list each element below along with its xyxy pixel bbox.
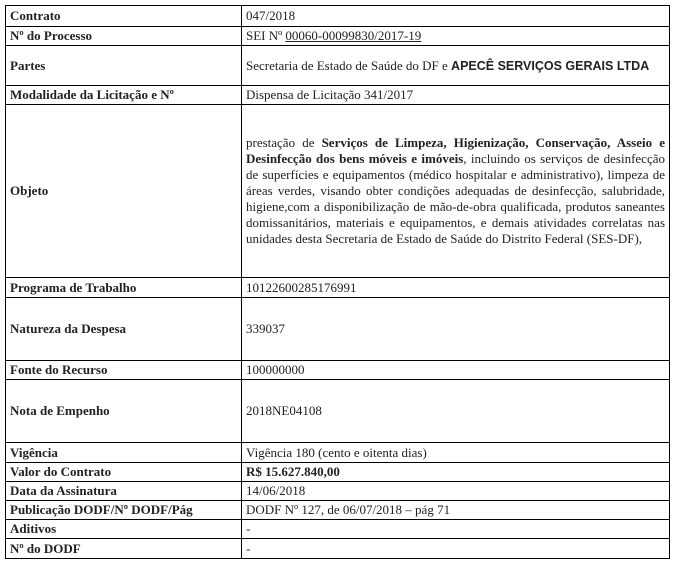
row-dodf	[6, 539, 670, 559]
row-vigencia	[6, 443, 670, 463]
row-partes	[6, 46, 670, 86]
row-assinatura	[6, 482, 670, 501]
objeto-text-2: , incluindo os serviços de desinfecção de superfícies e equipamentos (médico hospitalar e administrativo), limpeza de áreas verdes, visando obter condições adequadas de desinfecção, salubridade, higiene,com a disponibilização de mão-de-obra qualificada, produtos saneantes domissanitários, materiais e equipamentos, e demais atividades correlatas nas unidades desta Secretaria de Estado de Saúde do Distrito Federal (SES-DF),	[246, 151, 665, 246]
value-publicacao: DODF Nº 127, de 06/07/2018 – pág 71	[242, 501, 670, 520]
row-modalidade	[6, 86, 670, 105]
row-valor	[6, 463, 670, 482]
label-modalidade: Modalidade da Licitação e Nº	[6, 86, 242, 105]
label-fonte: Fonte do Recurso	[6, 361, 242, 380]
label-programa: Programa de Trabalho	[6, 278, 242, 298]
value-natureza: 339037	[242, 298, 670, 361]
value-objeto	[242, 105, 670, 278]
row-publicacao	[6, 501, 670, 520]
value-modalidade: Dispensa de Licitação 341/2017	[242, 86, 670, 105]
value-programa: 10122600285176991	[242, 278, 670, 298]
value-contrato: 047/2018	[242, 6, 670, 27]
partes-company: APECÊ SERVIÇOS GERAIS LTDA	[451, 58, 650, 73]
row-processo	[6, 27, 670, 46]
row-objeto	[6, 105, 670, 278]
processo-number-link[interactable]: 00060-00099830/2017-19	[285, 28, 422, 43]
row-programa	[6, 278, 670, 298]
label-empenho: Nota de Empenho	[6, 380, 242, 443]
label-dodf: Nº do DODF	[6, 539, 242, 559]
value-assinatura: 14/06/2018	[242, 482, 670, 501]
value-dodf: -	[242, 539, 670, 559]
value-fonte: 100000000	[242, 361, 670, 380]
value-valor: R$ 15.627.840,00	[242, 463, 670, 482]
processo-prefix: SEI Nº	[246, 28, 286, 43]
value-vigencia: Vigência 180 (cento e oitenta dias)	[242, 443, 670, 463]
objeto-text-1: prestação de	[246, 135, 322, 150]
row-fonte	[6, 361, 670, 380]
row-natureza	[6, 298, 670, 361]
label-partes: Partes	[6, 46, 242, 86]
value-empenho: 2018NE04108	[242, 380, 670, 443]
value-processo	[242, 27, 670, 46]
value-aditivos: -	[242, 520, 670, 539]
label-processo: Nº do Processo	[6, 27, 242, 46]
partes-text: Secretaria de Estado de Saúde do DF e	[246, 57, 452, 73]
value-partes	[242, 46, 670, 86]
label-vigencia: Vigência	[6, 443, 242, 463]
label-publicacao: Publicação DODF/Nº DODF/Pág	[6, 501, 242, 520]
objeto-services: Serviços de Limpeza, Higienização, Conservação, Asseio e Desinfecção dos bens móveis e imóveis	[246, 135, 665, 166]
label-objeto: Objeto	[6, 105, 242, 278]
row-aditivos	[6, 520, 670, 539]
label-contrato: Contrato	[6, 6, 242, 27]
label-assinatura: Data da Assinatura	[6, 482, 242, 501]
label-aditivos: Aditivos	[6, 520, 242, 539]
contract-table	[5, 5, 670, 559]
label-valor: Valor do Contrato	[6, 463, 242, 482]
row-contrato	[6, 6, 670, 27]
label-natureza: Natureza da Despesa	[6, 298, 242, 361]
row-empenho	[6, 380, 670, 443]
